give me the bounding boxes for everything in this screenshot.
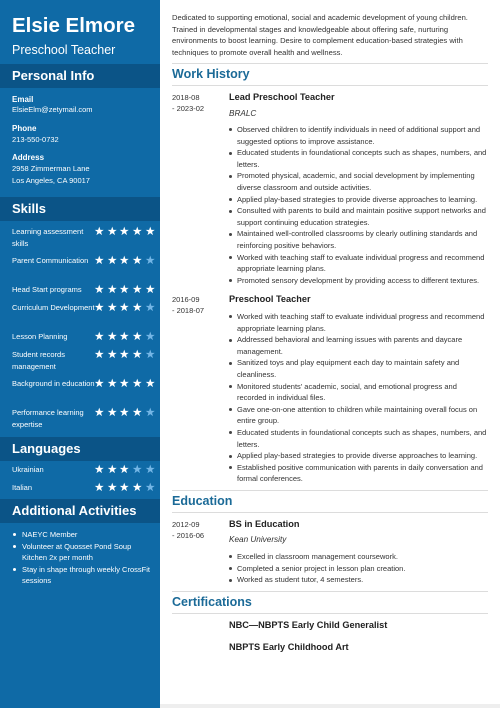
star-filled-icon: [94, 407, 105, 418]
candidate-name: Elsie Elmore: [12, 14, 136, 37]
bullet-item: Worked with teaching staff to evaluate individual progress and recommend appropriate learning plans.: [229, 311, 487, 334]
star-filled-icon: [132, 331, 143, 342]
bullet-item: Educated students in foundational concepts such as shapes, numbers, and letters.: [229, 147, 487, 170]
education-bullets: [229, 551, 487, 586]
professional-summary: Dedicated to supporting emotional, social and academic development of young children. Trained in developmental stages and knowledgeable about offering safe, nurturing environments to boost learning. Desire to complement education-based strategies with techniques to promote overall health and wellness.: [172, 13, 468, 57]
star-filled-icon: [94, 349, 105, 360]
activities-heading: Additional Activities: [0, 499, 160, 523]
star-filled-icon: [94, 378, 105, 389]
star-filled-icon: [107, 302, 118, 313]
personal-info-heading: Personal Info: [0, 64, 160, 88]
education-heading: Education: [172, 494, 233, 508]
bullet-item: Worked as student tutor, 4 semesters.: [229, 574, 487, 586]
email-label: Email: [12, 95, 34, 104]
skill-item-label: Lesson Planning: [12, 332, 68, 341]
activities-list: [12, 529, 152, 587]
certification-1: NBC—NBPTS Early Child Generalist: [229, 620, 388, 630]
summary-divider: [172, 63, 488, 64]
certifications-heading: Certifications: [172, 595, 252, 609]
bullet-item: Educated students in foundational concepts such as shapes, numbers, and letters.: [229, 427, 487, 450]
star-filled-icon: [119, 255, 130, 266]
bullet-item: Completed a senior project in lesson plan creation.: [229, 563, 487, 575]
job-2-bullets: [229, 311, 487, 485]
star-filled-icon: [145, 284, 156, 295]
bullet-item: Addressed behavioral and learning issues with parents and daycare management.: [229, 334, 487, 357]
work-history-end-divider: [172, 490, 488, 491]
star-filled-icon: [145, 378, 156, 389]
job-1-date-end: - 2023-02: [172, 104, 205, 113]
star-filled-icon: [119, 464, 130, 475]
job-1-title: Lead Preschool Teacher: [229, 92, 335, 102]
bullet-item: Promoted physical, academic, and social development by implementing diverse classroom and outside activities.: [229, 170, 487, 193]
star-rating: [94, 464, 157, 475]
star-rating: [94, 284, 157, 295]
bullet-item: Sanitized toys and play equipment each day to maintain safety and cleanliness.: [229, 357, 487, 380]
language-item-label: Ukrainian: [12, 465, 44, 474]
star-filled-icon: [145, 226, 156, 237]
star-filled-icon: [132, 407, 143, 418]
star-filled-icon: [132, 255, 143, 266]
star-filled-icon: [94, 482, 105, 493]
star-empty-icon: [132, 464, 143, 475]
star-filled-icon: [132, 302, 143, 313]
activity-item: Volunteer at Quosset Pond Soup Kitchen 2x per month: [12, 541, 152, 564]
education-date-end: - 2016-06: [172, 531, 205, 540]
address-label: Address: [12, 153, 45, 162]
education-school: Kean University: [229, 535, 287, 544]
bullet-item: Promoted sensory development by providing access to different textures.: [229, 275, 487, 287]
star-filled-icon: [132, 482, 143, 493]
sidebar: [0, 0, 160, 708]
bottom-bar: [160, 704, 500, 708]
star-filled-icon: [107, 378, 118, 389]
star-empty-icon: [145, 331, 156, 342]
skill-item-label: Background in education: [12, 379, 95, 388]
star-filled-icon: [107, 226, 118, 237]
activity-item: Stay in shape through weekly CrossFit sessions: [12, 564, 152, 587]
star-empty-icon: [145, 302, 156, 313]
star-filled-icon: [94, 464, 105, 475]
star-filled-icon: [119, 302, 130, 313]
work-history-divider: [172, 85, 488, 86]
skill-item-label: Parent Communication: [12, 256, 89, 265]
star-filled-icon: [94, 226, 105, 237]
email-value[interactable]: ElsieElm@zetymail.com: [12, 105, 93, 114]
bullet-item: Observed children to identify individuals in need of additional support and suggested options to improve assistance.: [229, 124, 487, 147]
star-filled-icon: [94, 255, 105, 266]
star-filled-icon: [94, 302, 105, 313]
star-rating: [94, 302, 157, 313]
star-empty-icon: [145, 349, 156, 360]
star-filled-icon: [119, 284, 130, 295]
star-filled-icon: [119, 226, 130, 237]
bullet-item: Established positive communication with parents in daily conversation and formal conferences.: [229, 462, 487, 485]
star-filled-icon: [132, 349, 143, 360]
job-2-date-end: - 2018-07: [172, 306, 205, 315]
star-filled-icon: [119, 349, 130, 360]
star-filled-icon: [107, 331, 118, 342]
address-line-1: 2958 Zimmerman Lane: [12, 164, 90, 173]
star-rating: [94, 482, 157, 493]
star-filled-icon: [107, 407, 118, 418]
star-filled-icon: [132, 226, 143, 237]
job-1-date-start: 2018-08: [172, 93, 200, 102]
work-history-heading: Work History: [172, 67, 250, 81]
star-filled-icon: [132, 378, 143, 389]
job-2-date-start: 2016-09: [172, 295, 200, 304]
star-filled-icon: [94, 331, 105, 342]
education-divider: [172, 512, 488, 513]
job-2-title: Preschool Teacher: [229, 294, 311, 304]
candidate-job-title: Preschool Teacher: [12, 43, 116, 57]
bullet-item: Excelled in classroom management coursework.: [229, 551, 487, 563]
bullet-item: Maintained well-controlled classrooms by clearly outlining standards and reinforcing positive behaviors.: [229, 228, 487, 251]
star-filled-icon: [94, 284, 105, 295]
star-rating: [94, 226, 157, 237]
bullet-item: Applied play-based strategies to provide diverse approaches to learning.: [229, 450, 487, 462]
star-rating: [94, 255, 157, 266]
bullet-item: Consulted with parents to build and maintain positive support networks and support continuing education strategies.: [229, 205, 487, 228]
certification-2: NBPTS Early Childhood Art: [229, 642, 349, 652]
star-filled-icon: [107, 482, 118, 493]
certifications-divider: [172, 613, 488, 614]
skills-heading: Skills: [0, 197, 160, 221]
skill-item-label: Performance learning expertise: [12, 408, 84, 429]
star-filled-icon: [107, 284, 118, 295]
skill-item-label: Student records management: [12, 350, 65, 371]
language-item-label: Italian: [12, 483, 33, 492]
star-filled-icon: [107, 349, 118, 360]
star-filled-icon: [119, 331, 130, 342]
education-degree: BS in Education: [229, 519, 300, 529]
star-rating: [94, 349, 157, 360]
job-1-employer: BRALC: [229, 109, 257, 118]
phone-value: 213-550-0732: [12, 135, 59, 144]
star-empty-icon: [145, 255, 156, 266]
education-end-divider: [172, 591, 488, 592]
skill-item-label: Head Start programs: [12, 285, 82, 294]
star-rating: [94, 378, 157, 389]
job-1-bullets: [229, 124, 487, 286]
star-filled-icon: [107, 255, 118, 266]
address-line-2: Los Angeles, CA 90017: [12, 176, 90, 185]
skill-item-label: Learning assessment skills: [12, 227, 84, 248]
star-filled-icon: [107, 464, 118, 475]
activity-item: NAEYC Member: [12, 529, 152, 541]
bullet-item: Worked with teaching staff to evaluate individual progress and recommend appropriate learning plans.: [229, 252, 487, 275]
star-rating: [94, 331, 157, 342]
bullet-item: Monitored students' academic, social, and emotional progress and recorded in individual files.: [229, 381, 487, 404]
star-empty-icon: [145, 482, 156, 493]
star-empty-icon: [145, 464, 156, 475]
star-rating: [94, 407, 157, 418]
star-empty-icon: [145, 407, 156, 418]
star-filled-icon: [132, 284, 143, 295]
star-filled-icon: [119, 378, 130, 389]
star-filled-icon: [119, 482, 130, 493]
languages-heading: Languages: [0, 437, 160, 461]
star-filled-icon: [119, 407, 130, 418]
bullet-item: Applied play-based strategies to provide diverse approaches to learning.: [229, 194, 487, 206]
education-date-start: 2012-09: [172, 520, 200, 529]
bullet-item: Gave one-on-one attention to children while maintaining overall focus on entire group.: [229, 404, 487, 427]
skill-item-label: Curriculum Development: [12, 303, 95, 312]
phone-label: Phone: [12, 124, 37, 133]
